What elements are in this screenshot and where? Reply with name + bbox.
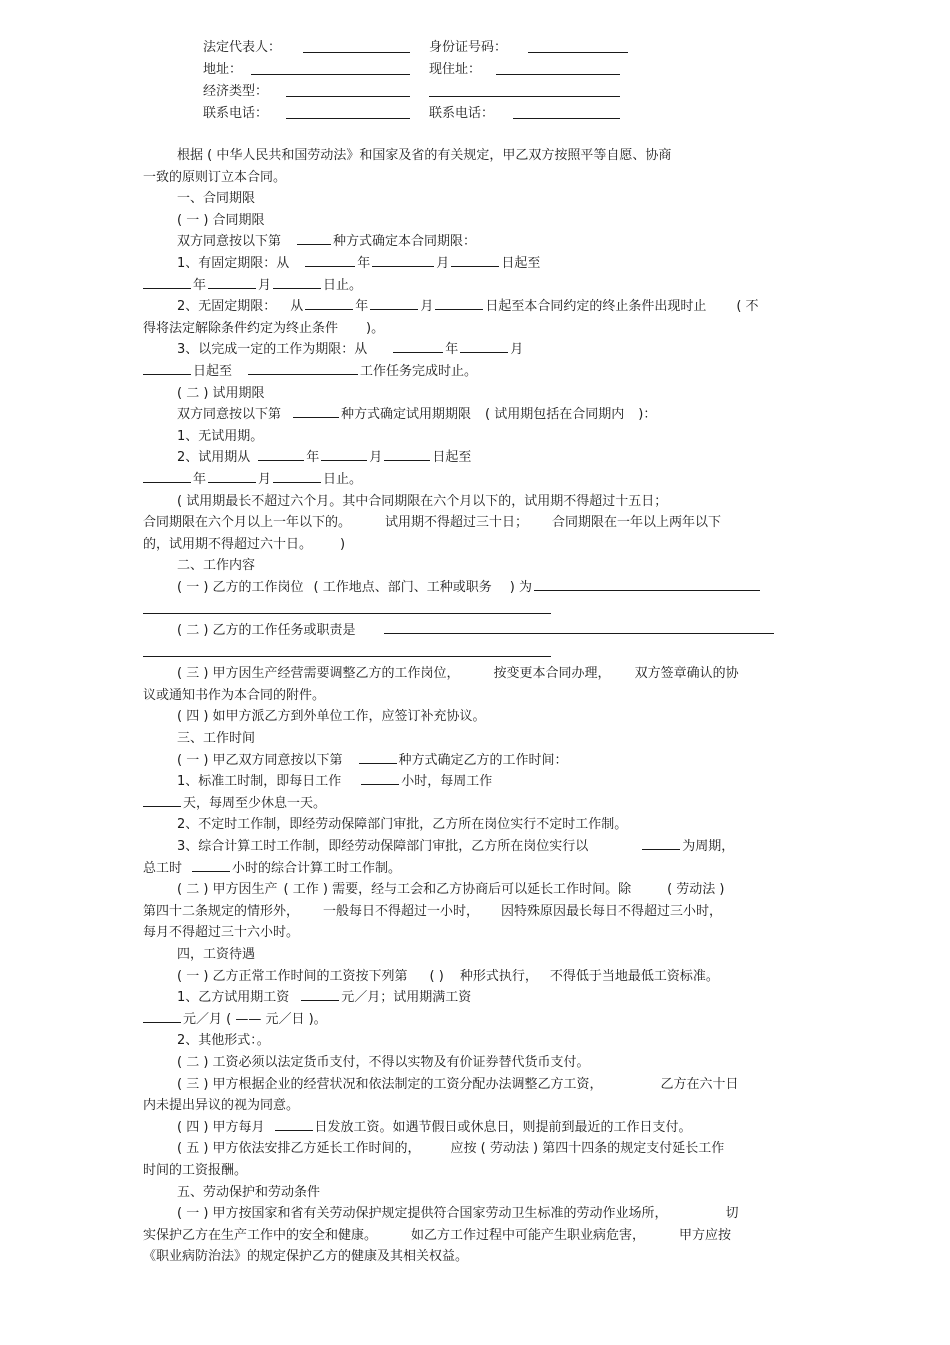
protection-line-3: 《职业病防治法》的规定保护乙方的健康及其相关权益。 <box>143 1249 469 1265</box>
section-5-title: 五、劳动保护和劳动条件 <box>177 1184 321 1200</box>
address-field[interactable] <box>251 60 410 75</box>
trial-note-3: 的，试用期不得超过六十日。 ) <box>143 536 346 552</box>
section-1-sub-2: ( 二 ) 试用期限 <box>177 385 265 401</box>
job-duty-line: ( 二 ) 乙方的工作任务或职责是 <box>143 620 815 642</box>
fixed-from-year[interactable] <box>305 253 355 267</box>
wage-adjust-line-2: 内未提出异议的视为同意。 <box>143 1098 300 1114</box>
intro-line-1: 根据 ( 中华人民共和国劳动法》和国家及省的有关规定，甲乙双方按照平等自愿、协商 <box>177 148 672 163</box>
flexible-hours-line: 2、不定时工作制，即经劳动保障部门审批，乙方所在岗位实行不定时工作制。 <box>177 817 628 833</box>
job-duty-field-2[interactable] <box>143 656 551 657</box>
comprehensive-hours-line: 3、综合计算工时工作制，即经劳动保障部门审批，乙方所在岗位实行以 为周期， <box>143 836 815 858</box>
fixed-to-day[interactable] <box>273 275 321 289</box>
job-position-line: ( 一 ) 乙方的工作岗位 ( 工作地点、部门、工种或职务 ) 为 <box>143 577 815 599</box>
legal-rep-label: 法定代表人： <box>203 40 282 55</box>
no-trial-line: 1、无试用期。 <box>177 428 264 444</box>
other-form-line: 2、其他形式：。 <box>177 1033 270 1049</box>
overtime-line: ( 二 ) 甲方因生产 ( 工作 ) 需要，经与工会和乙方协商后可以延长工作时间。除 ( 劳动法 ) <box>177 882 725 898</box>
job-position-field[interactable] <box>534 577 760 591</box>
unfixed-term-line-2: 得将法定解除条件约定为终止条件 )。 <box>143 320 385 336</box>
phone-left-label: 联系电话： <box>203 106 269 121</box>
external-work-line: ( 四 ) 如甲方派乙方到外单位工作，应签订补充协议。 <box>177 709 486 725</box>
task-day[interactable] <box>143 361 191 375</box>
trial-wage-line-2: 元／月 ( —— 元／日 )。 <box>143 1009 815 1031</box>
fixed-to-month[interactable] <box>208 275 256 289</box>
task-year[interactable] <box>393 339 443 353</box>
section-1-title: 一、合同期限 <box>177 191 256 207</box>
trial-from-month[interactable] <box>321 447 367 461</box>
term-choice-blank[interactable] <box>297 231 331 245</box>
contract-body <box>143 145 815 1268</box>
unfixed-month[interactable] <box>370 296 418 310</box>
trial-to-year[interactable] <box>143 469 191 483</box>
econ-type-field-2[interactable] <box>429 82 620 97</box>
contract-term-choice: 双方同意按以下第 种方式确定本合同期限： <box>143 231 815 253</box>
overtime-line-2: 第四十二条规定的情形外， 一般每日不得超过一小时， 因特殊原因最长每日不得超过三小时， <box>143 903 723 919</box>
econ-type-label: 经济类型： <box>203 84 269 99</box>
trial-note-1: ( 试用期最长不超过六个月。其中合同期限在六个月以下的，试用期不得超过十五日； <box>177 493 668 509</box>
fixed-term-end-line: 年 月 日止。 <box>143 275 815 297</box>
comprehensive-hours-line-2: 总工时 小时的综合计算工时工作制。 <box>143 858 815 880</box>
unfixed-term-line: 2、无固定期限： 从 年 月 日起至本合同约定的终止条件出现时止 ( 不 <box>143 296 815 318</box>
trial-note-2: 合同期限在六个月以上一年以下的。 试用期不得超过三十日； 合同期限在一年以上两年以下 <box>143 515 722 531</box>
job-adjust-line: ( 三 ) 甲方因生产经营需要调整乙方的工作岗位， 按变更本合同办理， 双方签章确认的协 <box>177 666 739 682</box>
work-time-choice-blank[interactable] <box>359 750 397 764</box>
current-address-label: 现住址： <box>429 62 482 77</box>
payday-blank[interactable] <box>275 1117 313 1131</box>
fixed-from-month[interactable] <box>372 253 434 267</box>
header-row-3 <box>203 82 633 102</box>
overtime-pay-line: ( 五 ) 甲方依法安排乙方延长工作时间的， 应按 ( 劳动法 ) 第四十四条的规定支付延长工作 <box>177 1141 725 1157</box>
trial-to-line: 年 月 日止。 <box>143 469 815 491</box>
trial-from-line: 2、试用期从 年 月 日起至 <box>143 447 815 469</box>
header-row-2 <box>203 60 633 80</box>
task-month[interactable] <box>460 339 508 353</box>
trial-wage-line: 1、乙方试用期工资 元／月；试用期满工资 <box>143 987 815 1009</box>
total-hours-blank[interactable] <box>192 858 230 872</box>
econ-type-field[interactable] <box>286 82 410 97</box>
unfixed-year[interactable] <box>305 296 353 310</box>
task-term-line: 3、以完成一定的工作为期限：从 年 月 <box>143 339 815 361</box>
section-4-title: 四，工资待遇 <box>177 946 256 962</box>
work-time-choice-line: ( 一 ) 甲乙双方同意按以下第 种方式确定乙方的工作时间： <box>143 750 815 772</box>
phone-right-field[interactable] <box>513 104 620 119</box>
payday-line: ( 四 ) 甲方每月 日发放工资。如遇节假日或休息日，则提前到最近的工作日支付。 <box>143 1117 815 1139</box>
standard-hours-line-2: 天，每周至少休息一天。 <box>143 793 815 815</box>
id-number-field[interactable] <box>528 38 628 53</box>
task-term-line-2: 日起至 工作任务完成时止。 <box>143 361 815 383</box>
unfixed-day[interactable] <box>435 296 483 310</box>
period-blank[interactable] <box>642 836 680 850</box>
id-number-label: 身份证号码： <box>429 40 508 55</box>
daily-hours-blank[interactable] <box>361 771 399 785</box>
trial-choice-blank[interactable] <box>293 404 339 418</box>
current-address-field[interactable] <box>496 60 620 75</box>
intro-line-2: 一致的原则订立本合同。 <box>143 169 287 185</box>
job-adjust-line-2: 议或通知书作为本合同的附件。 <box>143 687 326 703</box>
fixed-from-day[interactable] <box>451 253 499 267</box>
job-position-field-2[interactable] <box>143 613 551 614</box>
protection-line-2: 实保护乙方在生产工作中的安全和健康。 如乙方工作过程中可能产生职业病危害， 甲方应按 <box>143 1227 732 1243</box>
fixed-to-year[interactable] <box>143 275 191 289</box>
wage-form-line: ( 一 ) 乙方正常工作时间的工资按下列第 ( ) 种形式执行， 不得低于当地最低工资标准。 <box>177 968 719 984</box>
task-description[interactable] <box>248 361 358 375</box>
section-3-title: 三、工作时间 <box>177 731 256 747</box>
trial-from-day[interactable] <box>384 447 430 461</box>
trial-choice-line: 双方同意按以下第 种方式确定试用期期限 ( 试用期包括在合同期内 )： <box>143 404 815 426</box>
job-duty-line-2 <box>143 642 815 664</box>
section-2-title: 二、工作内容 <box>177 558 256 574</box>
fixed-term-line: 1、有固定期限：从 年 月 日起至 <box>143 253 815 275</box>
trial-from-year[interactable] <box>258 447 304 461</box>
regular-wage-blank[interactable] <box>143 1009 181 1023</box>
job-duty-field[interactable] <box>384 620 774 634</box>
overtime-line-3: 每月不得超过三十六小时。 <box>143 925 300 941</box>
trial-to-month[interactable] <box>208 469 256 483</box>
wage-adjust-line: ( 三 ) 甲方根据企业的经营状况和依法制定的工资分配办法调整乙方工资， 乙方在六十日 <box>177 1076 739 1092</box>
header-row-1 <box>203 38 633 58</box>
currency-line: ( 二 ) 工资必须以法定货币支付，不得以实物及有价证券替代货币支付。 <box>177 1054 590 1070</box>
phone-right-label: 联系电话： <box>429 106 495 121</box>
trial-to-day[interactable] <box>273 469 321 483</box>
standard-hours-line: 1、标准工时制，即每日工作 小时，每周工作 <box>143 771 815 793</box>
trial-wage-blank[interactable] <box>301 987 339 1001</box>
weekly-days-blank[interactable] <box>143 793 181 807</box>
protection-line: ( 一 ) 甲方按国家和省有关劳动保护规定提供符合国家劳动卫生标准的劳动作业场所， 切 <box>177 1206 739 1222</box>
phone-left-field[interactable] <box>286 104 410 119</box>
overtime-pay-line-2: 时间的工资报酬。 <box>143 1162 248 1178</box>
section-1-sub-1: ( 一 ) 合同期限 <box>177 212 265 228</box>
header-row-4 <box>203 104 633 124</box>
address-label: 地址： <box>203 62 243 77</box>
job-position-line-2 <box>143 598 815 620</box>
legal-rep-field[interactable] <box>303 38 410 53</box>
